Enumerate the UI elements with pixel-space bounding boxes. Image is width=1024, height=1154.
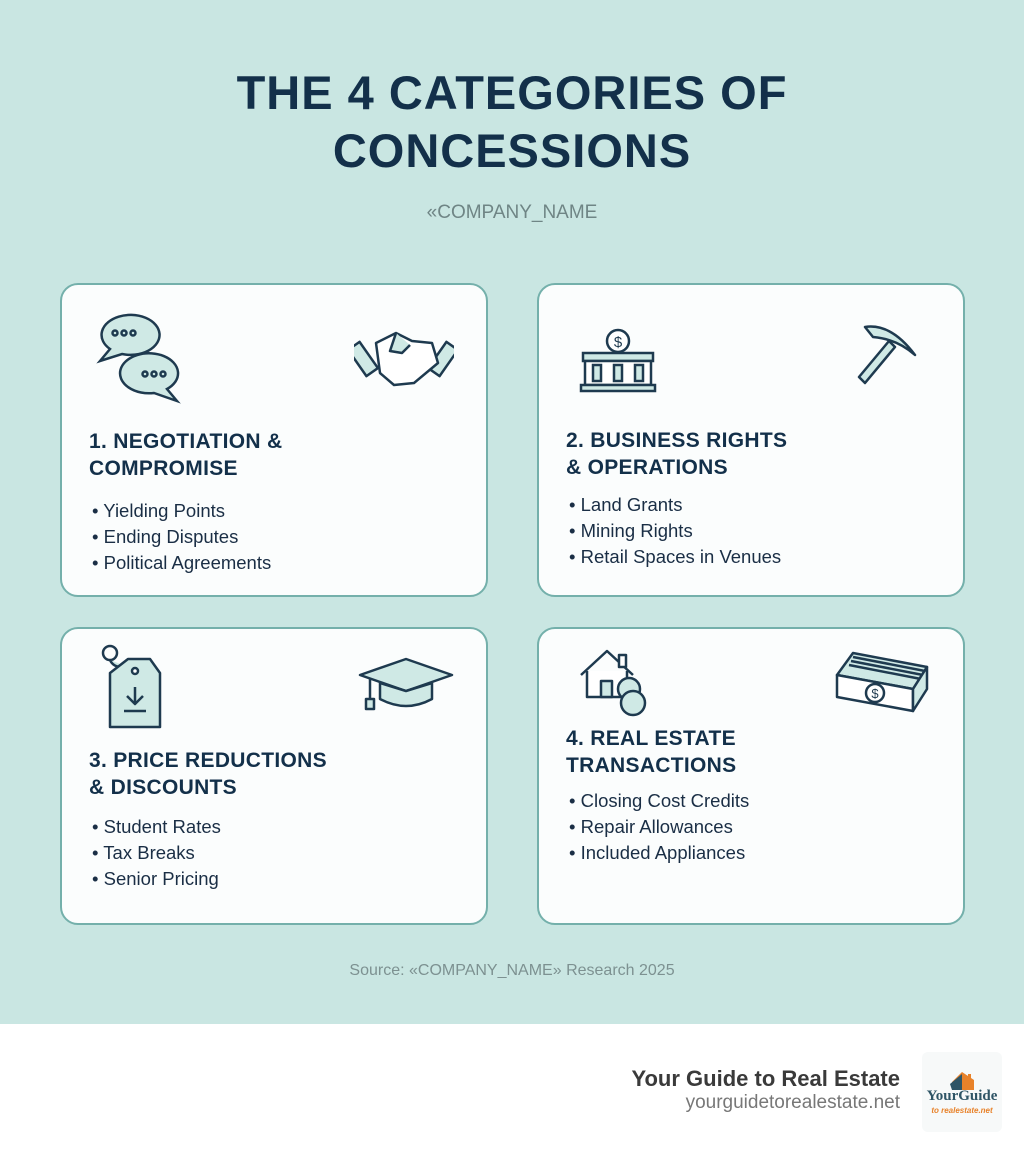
bank-icon — [579, 323, 657, 393]
list-item: • Tax Breaks — [92, 840, 221, 866]
list-item: • Political Agreements — [92, 550, 271, 576]
footer-brand — [631, 1066, 900, 1114]
logo-text: YourGuide — [926, 1088, 998, 1104]
list-item: • Repair Allowances — [569, 814, 749, 840]
heading-line: 2. BUSINESS RIGHTS — [566, 429, 788, 452]
heading-line: COMPROMISE — [89, 457, 238, 480]
list-item: • Included Appliances — [569, 840, 749, 866]
pickaxe-icon — [851, 319, 921, 389]
graduation-cap-icon — [356, 655, 456, 713]
item-list — [92, 498, 271, 576]
heading-line: & DISCOUNTS — [89, 776, 237, 799]
heading-line: & OPERATIONS — [566, 456, 728, 479]
list-item: • Yielding Points — [92, 498, 271, 524]
brand-name: Your Guide to Real Estate — [631, 1066, 900, 1091]
speech-bubbles-icon — [92, 309, 187, 409]
card-heading — [89, 747, 327, 801]
card-business-rights — [537, 283, 965, 597]
card-negotiation — [60, 283, 488, 597]
house-icon — [577, 645, 653, 717]
money-stack-icon — [833, 649, 931, 715]
card-heading — [566, 427, 787, 481]
list-item: • Mining Rights — [569, 518, 781, 544]
card-real-estate — [537, 627, 965, 925]
list-item: • Land Grants — [569, 492, 781, 518]
svg-text:$: $ — [613, 334, 623, 351]
item-list — [92, 814, 221, 892]
handshake-icon — [354, 323, 454, 393]
svg-text:$: $ — [871, 686, 879, 701]
source-note: Source: «COMPANY_NAME» Research 2025 — [349, 962, 675, 979]
subtitle: «COMPANY_NAME — [426, 202, 598, 223]
list-item: • Ending Disputes — [92, 524, 271, 550]
heading-line: 3. PRICE REDUCTIONS — [89, 749, 327, 772]
item-list — [569, 492, 781, 570]
list-item: • Retail Spaces in Venues — [569, 544, 781, 570]
list-item: • Closing Cost Credits — [569, 788, 749, 814]
price-tag-icon — [100, 643, 164, 731]
page-title — [0, 64, 1024, 180]
card-heading — [566, 725, 736, 779]
heading-line: 4. REAL ESTATE — [566, 727, 736, 750]
card-heading — [89, 428, 282, 482]
brand-logo — [922, 1052, 1002, 1132]
card-price-reductions — [60, 627, 488, 925]
list-item: • Senior Pricing — [92, 866, 221, 892]
title-line-1: THE 4 CATEGORIES OF — [236, 66, 788, 119]
brand-url[interactable]: yourguidetorealestate.net — [685, 1092, 900, 1113]
list-item: • Student Rates — [92, 814, 221, 840]
title-line-2: CONCESSIONS — [332, 124, 692, 177]
logo-subtext: to realestate.net — [931, 1106, 993, 1115]
heading-line: 1. NEGOTIATION & — [89, 430, 283, 453]
heading-line: TRANSACTIONS — [566, 754, 737, 777]
item-list — [569, 788, 749, 866]
